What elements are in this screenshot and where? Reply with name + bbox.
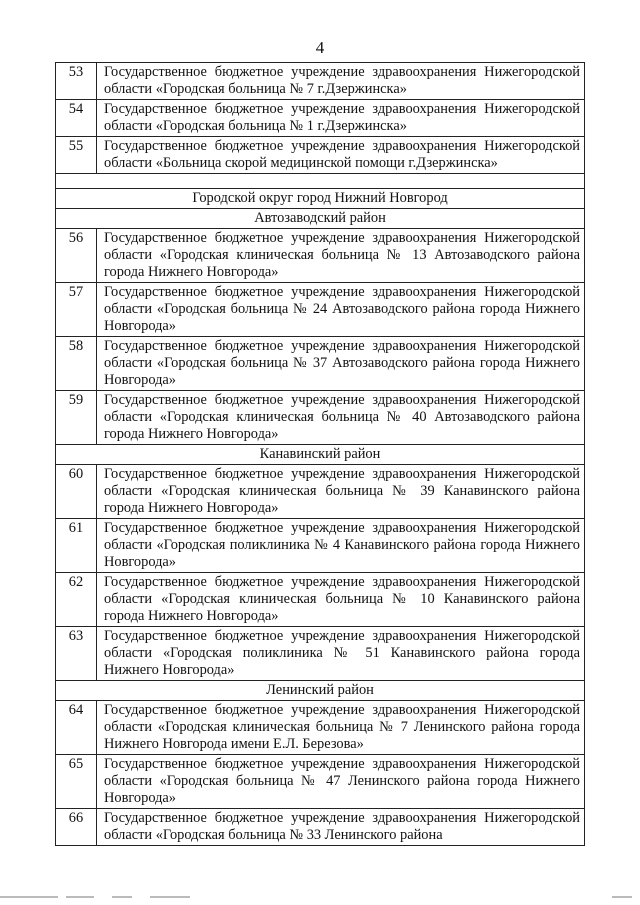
section-heading-row: [56, 189, 585, 209]
institution-name: Государственное бюджетное учреждение здравоохранения Нижегородской области «Больница скорой медицинской помощи г.Дзержинска»: [97, 137, 585, 174]
institution-name: Государственное бюджетное учреждение здравоохранения Нижегородской области «Городская больница № 1 г.Дзержинска»: [97, 100, 585, 137]
table-row: [56, 519, 585, 573]
spacer-row: [56, 174, 585, 189]
row-number: 57: [56, 283, 97, 337]
page-number: 4: [315, 38, 325, 57]
section-heading: Канавинский район: [56, 445, 585, 465]
row-number: 56: [56, 229, 97, 283]
institution-name: Государственное бюджетное учреждение здравоохранения Нижегородской области «Городская больница № 37 Автозаводского района города Нижнего Новгорода»: [97, 337, 585, 391]
institution-name: Государственное бюджетное учреждение здравоохранения Нижегородской области «Городская клиническая больница № 7 Ленинского района города Нижнего Новгорода имени Е.Л. Березова»: [97, 701, 585, 755]
institution-name: Государственное бюджетное учреждение здравоохранения Нижегородской области «Городская больница № 47 Ленинского района города Нижнего Новгорода»: [97, 755, 585, 809]
institution-name: Государственное бюджетное учреждение здравоохранения Нижегородской области «Городская больница № 33 Ленинского района: [97, 809, 585, 846]
row-number: 59: [56, 391, 97, 445]
institution-name: Государственное бюджетное учреждение здравоохранения Нижегородской области «Городская больница № 24 Автозаводского района города Нижнего Новгорода»: [97, 283, 585, 337]
row-number: 61: [56, 519, 97, 573]
row-number: 53: [56, 63, 97, 100]
row-number: 60: [56, 465, 97, 519]
section-heading: Автозаводский район: [56, 209, 585, 229]
table-row: [56, 283, 585, 337]
row-number: 55: [56, 137, 97, 174]
scan-artifact-marks: [0, 896, 640, 900]
table-row: [56, 63, 585, 100]
section-heading-row: [56, 209, 585, 229]
section-heading-row: [56, 445, 585, 465]
institution-name: Государственное бюджетное учреждение здравоохранения Нижегородской области «Городская клиническая больница № 13 Автозаводского района города Нижнего Новгорода»: [97, 229, 585, 283]
row-number: 64: [56, 701, 97, 755]
table-row: [56, 337, 585, 391]
institution-name: Государственное бюджетное учреждение здравоохранения Нижегородской области «Городская поликлиника № 4 Канавинского района города Нижнего Новгорода»: [97, 519, 585, 573]
row-number: 54: [56, 100, 97, 137]
table-row: [56, 100, 585, 137]
section-heading: Ленинский район: [56, 681, 585, 701]
institution-name: Государственное бюджетное учреждение здравоохранения Нижегородской области «Городская клиническая больница № 40 Автозаводского района города Нижнего Новгорода»: [97, 391, 585, 445]
row-number: 66: [56, 809, 97, 846]
table-row: [56, 809, 585, 846]
row-number: 62: [56, 573, 97, 627]
table-row: [56, 137, 585, 174]
spacer-cell: [56, 174, 585, 189]
scan-mark: [66, 896, 94, 898]
table-row: [56, 465, 585, 519]
row-number: 65: [56, 755, 97, 809]
scan-mark: [150, 896, 190, 898]
institution-name: Государственное бюджетное учреждение здравоохранения Нижегородской области «Городская больница № 7 г.Дзержинска»: [97, 63, 585, 100]
table-row: [56, 627, 585, 681]
institution-name: Государственное бюджетное учреждение здравоохранения Нижегородской области «Городская поликлиника № 51 Канавинского района города Нижнего Новгорода»: [97, 627, 585, 681]
table-row: [56, 229, 585, 283]
table-row: [56, 573, 585, 627]
institution-name: Государственное бюджетное учреждение здравоохранения Нижегородской области «Городская клиническая больница № 39 Канавинского района города Нижнего Новгорода»: [97, 465, 585, 519]
table-row: [56, 701, 585, 755]
row-number: 58: [56, 337, 97, 391]
scan-mark: [612, 896, 632, 898]
section-heading: Городской округ город Нижний Новгород: [56, 189, 585, 209]
hospital-list-table: [55, 62, 585, 846]
section-heading-row: [56, 681, 585, 701]
scan-mark: [112, 896, 132, 898]
institution-name: Государственное бюджетное учреждение здравоохранения Нижегородской области «Городская клиническая больница № 10 Канавинского района города Нижнего Новгорода»: [97, 573, 585, 627]
table-row: [56, 391, 585, 445]
table-body: [56, 63, 585, 846]
table-row: [56, 755, 585, 809]
scan-mark: [0, 896, 58, 898]
row-number: 63: [56, 627, 97, 681]
